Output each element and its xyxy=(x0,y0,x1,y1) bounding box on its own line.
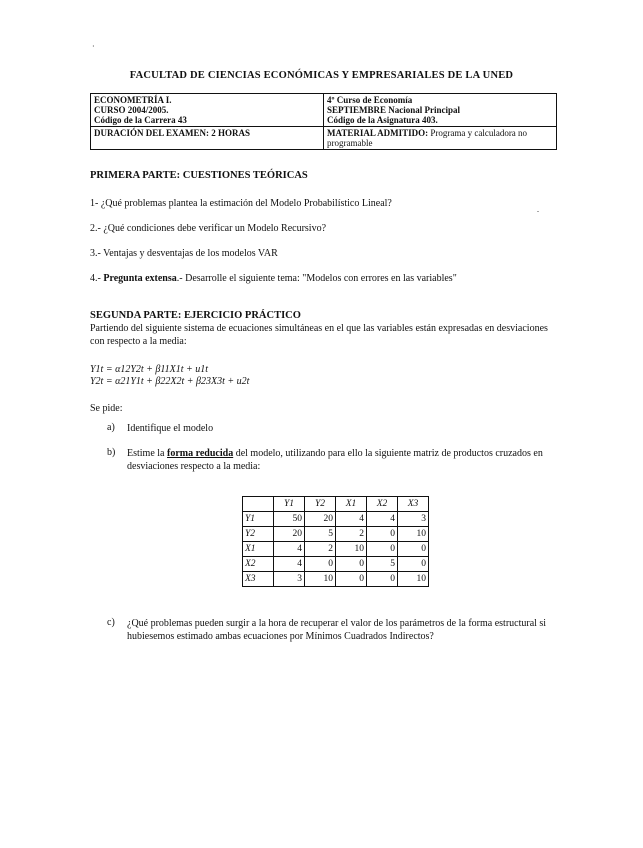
matrix-col-header xyxy=(243,497,274,512)
session-info-cell xyxy=(324,94,557,127)
matrix-row xyxy=(243,542,429,557)
part2-intro: Partiendo del siguiente sistema de ecuaciones simultáneas en el que las variables están expresadas en desviaciones con respecto a la media: xyxy=(90,323,548,347)
matrix-cell: 10 xyxy=(398,572,429,587)
matrix-cell: 5 xyxy=(305,527,336,542)
course-name: ECONOMETRÍA I. xyxy=(94,95,172,105)
allowed-material-value: Programa y calculadora no programable xyxy=(327,128,528,148)
matrix-cell: 3 xyxy=(398,512,429,527)
matrix-row-header: Y2 xyxy=(243,527,274,542)
matrix-cell: 2 xyxy=(305,542,336,557)
matrix-col-header: Y1 xyxy=(274,497,305,512)
matrix-col-header: X1 xyxy=(336,497,367,512)
page-title: FACULTAD DE CIENCIAS ECONÓMICAS Y EMPRESARIALES DE LA UNED xyxy=(129,70,514,81)
item-a-marker: a) xyxy=(107,422,115,433)
matrix-cell: 0 xyxy=(398,542,429,557)
matrix-row-header: X3 xyxy=(243,572,274,587)
matrix-row xyxy=(243,527,429,542)
question-4 xyxy=(90,273,457,284)
matrix-cell: 5 xyxy=(367,557,398,572)
matrix-cell: 4 xyxy=(336,512,367,527)
scan-speck: · xyxy=(92,42,95,51)
matrix-cell: 20 xyxy=(305,512,336,527)
exam-session: SEPTIEMBRE Nacional Principal xyxy=(327,105,461,115)
matrix-cell: 0 xyxy=(367,572,398,587)
course-level: 4º Curso de Economía xyxy=(327,95,413,105)
question-4-text: .- Desarrolle el siguiente tema: "Modelos con errores en las variables" xyxy=(176,273,457,284)
matrix-cell: 0 xyxy=(305,557,336,572)
matrix-col-header: X3 xyxy=(398,497,429,512)
item-b-text xyxy=(127,447,552,473)
exam-duration: DURACIÓN DEL EXAMEN: 2 HORAS xyxy=(91,127,324,150)
item-c-marker: c) xyxy=(107,617,115,628)
matrix-row xyxy=(243,572,429,587)
se-pide-label: Se pide: xyxy=(90,403,123,414)
matrix-cell: 10 xyxy=(336,542,367,557)
question-4-number: 4.- xyxy=(90,273,104,284)
allowed-material-cell xyxy=(324,127,557,150)
matrix-cell: 4 xyxy=(367,512,398,527)
item-a-text: Identifique el modelo xyxy=(127,423,214,434)
matrix-col-header: X2 xyxy=(367,497,398,512)
subject-code: Código de la Asignatura 403. xyxy=(327,115,438,125)
matrix-cell: 0 xyxy=(367,542,398,557)
matrix-cell: 0 xyxy=(336,557,367,572)
matrix-cell: 10 xyxy=(398,527,429,542)
item-b-text-start: Estime la xyxy=(127,448,167,459)
matrix-cell: 10 xyxy=(305,572,336,587)
item-b-emphasis: forma reducida xyxy=(167,448,234,459)
course-info-cell xyxy=(91,94,324,127)
matrix-cell: 50 xyxy=(274,512,305,527)
item-b-text-end: del modelo, utilizando para ello la siguiente matriz de productos cruzados en desviaciones respecto a la media: xyxy=(127,448,543,472)
matrix-cell: 20 xyxy=(274,527,305,542)
matrix-cell: 3 xyxy=(274,572,305,587)
matrix-row xyxy=(243,512,429,527)
scan-speck: . xyxy=(537,205,539,214)
matrix-row-header: X2 xyxy=(243,557,274,572)
cross-products-matrix xyxy=(242,496,429,587)
equation-1: Y1t = α12Y2t + β11X1t + u1t xyxy=(90,364,209,375)
question-2: 2.- ¿Qué condiciones debe verificar un Modelo Recursivo? xyxy=(90,223,327,234)
part1-heading: PRIMERA PARTE: CUESTIONES TEÓRICAS xyxy=(90,170,308,181)
matrix-cell: 2 xyxy=(336,527,367,542)
matrix-col-header: Y2 xyxy=(305,497,336,512)
matrix-row-header: Y1 xyxy=(243,512,274,527)
part2-heading: SEGUNDA PARTE: EJERCICIO PRÁCTICO xyxy=(90,310,301,321)
matrix-cell: 0 xyxy=(398,557,429,572)
exam-header-table xyxy=(90,93,557,150)
matrix-header-row xyxy=(243,497,429,512)
item-c-text: ¿Qué problemas pueden surgir a la hora de recuperar el valor de los parámetros de la forma estructural si hubiesemos estimado ambas ecuaciones por Mínimos Cuadrados Indirectos? xyxy=(127,618,547,642)
item-b-marker: b) xyxy=(107,447,116,458)
matrix-cell: 4 xyxy=(274,557,305,572)
question-3: 3.- Ventajas y desventajas de los modelos VAR xyxy=(90,248,278,259)
matrix-row xyxy=(243,557,429,572)
question-4-label: Pregunta extensa xyxy=(103,273,177,284)
career-code: Código de la Carrera 43 xyxy=(94,115,187,125)
allowed-material-label: MATERIAL ADMITIDO: xyxy=(327,128,429,138)
course-year: CURSO 2004/2005. xyxy=(94,105,169,115)
matrix-cell: 4 xyxy=(274,542,305,557)
matrix-cell: 0 xyxy=(336,572,367,587)
matrix-row-header: X1 xyxy=(243,542,274,557)
matrix-cell: 0 xyxy=(367,527,398,542)
equation-2: Y2t = α21Y1t + β22X2t + β23X3t + u2t xyxy=(90,376,250,387)
question-1: 1- ¿Qué problemas plantea la estimación del Modelo Probabilístico Lineal? xyxy=(90,198,392,209)
